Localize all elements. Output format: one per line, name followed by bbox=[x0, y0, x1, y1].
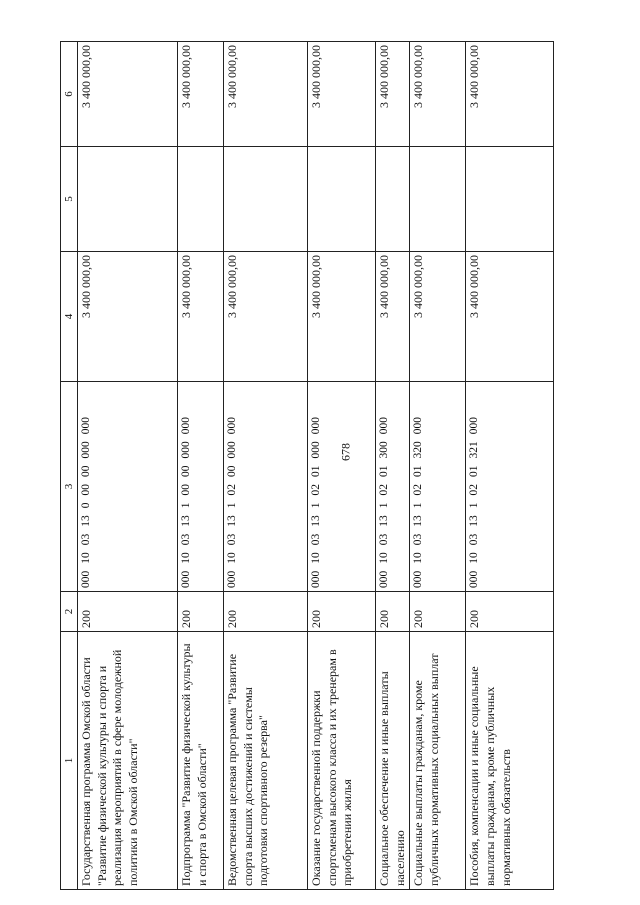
code-segment: 000 bbox=[80, 441, 93, 459]
code-segment: 10 bbox=[180, 552, 193, 564]
amount-cell-col6: 3 400 000,00 bbox=[466, 42, 554, 147]
page-number: 678 bbox=[338, 443, 353, 461]
code-segment: 000 bbox=[468, 417, 481, 435]
amount-cell-col5 bbox=[376, 147, 410, 252]
code-segment: 13 bbox=[378, 515, 391, 527]
classification-code-cell bbox=[178, 382, 224, 592]
classification-code-group bbox=[411, 385, 426, 588]
amount-cell-col5 bbox=[308, 147, 376, 252]
admin-code-cell: 200 bbox=[376, 592, 410, 632]
code-segment: 10 bbox=[80, 552, 93, 564]
code-segment: 000 bbox=[310, 417, 323, 435]
code-segment: 000 bbox=[412, 417, 425, 435]
header-cell: 1 bbox=[61, 632, 78, 890]
code-segment: 1 bbox=[310, 502, 323, 509]
table-row bbox=[410, 42, 466, 890]
code-segment: 10 bbox=[468, 552, 481, 564]
code-segment: 1 bbox=[226, 502, 239, 509]
code-segment: 000 bbox=[226, 417, 239, 435]
row-name-cell: Оказание государственной поддержки спортсменам высокого класса и их тренерам в приобретении жилья bbox=[308, 632, 376, 890]
code-segment: 00 bbox=[80, 484, 93, 496]
table-row bbox=[376, 42, 410, 890]
code-segment: 300 bbox=[378, 441, 391, 459]
code-segment: 10 bbox=[226, 552, 239, 564]
amount-cell-col6: 3 400 000,00 bbox=[78, 42, 178, 147]
classification-code-cell bbox=[376, 382, 410, 592]
code-segment: 1 bbox=[468, 502, 481, 509]
amount-cell-col5 bbox=[224, 147, 308, 252]
header-cell: 3 bbox=[61, 382, 78, 592]
table-row bbox=[178, 42, 224, 890]
code-segment: 03 bbox=[226, 533, 239, 546]
code-segment: 00 bbox=[180, 484, 193, 496]
code-segment: 000 bbox=[378, 570, 391, 588]
code-segment: 03 bbox=[180, 533, 193, 546]
row-name-cell: Социальные выплаты гражданам, кроме публичных нормативных социальных выплат bbox=[410, 632, 466, 890]
code-segment: 00 bbox=[80, 465, 93, 477]
table-row bbox=[78, 42, 178, 890]
code-segment: 0 bbox=[80, 502, 93, 509]
code-segment: 01 bbox=[378, 465, 391, 477]
code-segment: 000 bbox=[226, 441, 239, 459]
code-segment: 000 bbox=[180, 570, 193, 588]
code-segment: 13 bbox=[226, 515, 239, 527]
admin-code-cell: 200 bbox=[410, 592, 466, 632]
code-segment: 000 bbox=[226, 570, 239, 588]
header-row bbox=[61, 42, 78, 890]
amount-cell-col5 bbox=[78, 147, 178, 252]
row-name-cell: Социальное обеспечение и иные выплаты населению bbox=[376, 632, 410, 890]
classification-code-cell bbox=[78, 382, 178, 592]
classification-code-cell bbox=[466, 382, 554, 592]
code-segment: 03 bbox=[412, 533, 425, 546]
code-segment: 13 bbox=[412, 515, 425, 527]
admin-code-cell: 200 bbox=[466, 592, 554, 632]
amount-cell-col4: 3 400 000,00 bbox=[466, 252, 554, 382]
code-segment: 000 bbox=[378, 417, 391, 435]
table-body bbox=[78, 42, 554, 890]
code-segment: 10 bbox=[310, 552, 323, 564]
amount-cell-col4: 3 400 000,00 bbox=[308, 252, 376, 382]
code-segment: 13 bbox=[468, 515, 481, 527]
code-segment: 320 bbox=[412, 441, 425, 459]
code-segment: 03 bbox=[80, 533, 93, 546]
code-segment: 000 bbox=[310, 441, 323, 459]
amount-cell-col4: 3 400 000,00 bbox=[78, 252, 178, 382]
row-name-cell: Ведомственная целевая программа "Развитие спорта высших достижений и системы подготовки спортивного резерва" bbox=[224, 632, 308, 890]
header-cell: 2 bbox=[61, 592, 78, 632]
code-segment: 01 bbox=[468, 465, 481, 477]
classification-code-group bbox=[467, 385, 482, 588]
amount-cell-col6: 3 400 000,00 bbox=[308, 42, 376, 147]
code-segment: 321 bbox=[468, 441, 481, 459]
header-cell: 6 bbox=[61, 42, 78, 147]
rotated-table-wrapper bbox=[60, 42, 624, 890]
admin-code-cell: 200 bbox=[224, 592, 308, 632]
code-segment: 02 bbox=[468, 484, 481, 496]
code-segment: 02 bbox=[310, 484, 323, 496]
amount-cell-col4: 3 400 000,00 bbox=[376, 252, 410, 382]
budget-table bbox=[60, 41, 554, 890]
classification-code-group bbox=[225, 385, 240, 588]
code-segment: 03 bbox=[468, 533, 481, 546]
header-cell: 5 bbox=[61, 147, 78, 252]
row-name-cell: Пособия, компенсации и иные социальные выплаты гражданам, кроме публичных нормативных обязательств bbox=[466, 632, 554, 890]
code-segment: 01 bbox=[412, 465, 425, 477]
amount-cell-col5 bbox=[410, 147, 466, 252]
code-segment: 000 bbox=[180, 417, 193, 435]
code-segment: 1 bbox=[180, 502, 193, 509]
table-row bbox=[224, 42, 308, 890]
code-segment: 02 bbox=[412, 484, 425, 496]
code-segment: 000 bbox=[180, 441, 193, 459]
amount-cell-col6: 3 400 000,00 bbox=[410, 42, 466, 147]
code-segment: 10 bbox=[378, 552, 391, 564]
classification-code-group bbox=[309, 385, 324, 588]
code-segment: 1 bbox=[378, 502, 391, 509]
code-segment: 000 bbox=[468, 570, 481, 588]
admin-code-cell: 200 bbox=[178, 592, 224, 632]
admin-code-cell: 200 bbox=[308, 592, 376, 632]
code-segment: 01 bbox=[310, 465, 323, 477]
code-segment: 03 bbox=[378, 533, 391, 546]
code-segment: 03 bbox=[310, 533, 323, 546]
amount-cell-col6: 3 400 000,00 bbox=[224, 42, 308, 147]
amount-cell-col5 bbox=[178, 147, 224, 252]
code-segment: 02 bbox=[226, 484, 239, 496]
amount-cell-col4: 3 400 000,00 bbox=[178, 252, 224, 382]
code-segment: 10 bbox=[412, 552, 425, 564]
code-segment: 000 bbox=[310, 570, 323, 588]
amount-cell-col6: 3 400 000,00 bbox=[376, 42, 410, 147]
code-segment: 02 bbox=[378, 484, 391, 496]
row-name-cell: Государственная программа Омской области "Развитие физической культуры и спорта и реализация мероприятий в сфере молодежной политики в Омской области" bbox=[78, 632, 178, 890]
code-segment: 000 bbox=[80, 570, 93, 588]
classification-code-group bbox=[179, 385, 194, 588]
amount-cell-col4: 3 400 000,00 bbox=[224, 252, 308, 382]
header-cell: 4 bbox=[61, 252, 78, 382]
code-segment: 13 bbox=[310, 515, 323, 527]
classification-code-group bbox=[79, 385, 94, 588]
amount-cell-col5 bbox=[466, 147, 554, 252]
code-segment: 00 bbox=[180, 465, 193, 477]
table-row bbox=[308, 42, 376, 890]
code-segment: 13 bbox=[80, 515, 93, 527]
row-name-cell: Подпрограмма "Развитие физической культуры и спорта в Омской области" bbox=[178, 632, 224, 890]
amount-cell-col6: 3 400 000,00 bbox=[178, 42, 224, 147]
classification-code-cell bbox=[410, 382, 466, 592]
table-row bbox=[466, 42, 554, 890]
code-segment: 13 bbox=[180, 515, 193, 527]
code-segment: 1 bbox=[412, 502, 425, 509]
code-segment: 000 bbox=[80, 417, 93, 435]
classification-code-group bbox=[377, 385, 392, 588]
admin-code-cell: 200 bbox=[78, 592, 178, 632]
amount-cell-col4: 3 400 000,00 bbox=[410, 252, 466, 382]
classification-code-cell bbox=[224, 382, 308, 592]
code-segment: 000 bbox=[412, 570, 425, 588]
code-segment: 00 bbox=[226, 465, 239, 477]
classification-code-cell bbox=[308, 382, 376, 592]
